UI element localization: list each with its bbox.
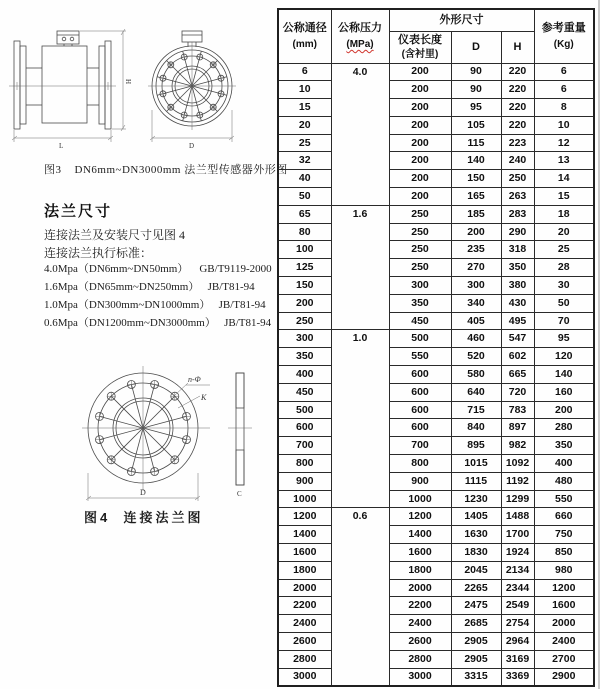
dim-label-l: L xyxy=(59,142,64,150)
cell-weight: 18 xyxy=(534,205,594,223)
sensor-body xyxy=(42,46,87,123)
flange-section-view xyxy=(236,373,244,485)
cell-weight: 20 xyxy=(534,223,594,241)
cell-weight: 750 xyxy=(534,526,594,544)
cell-h: 223 xyxy=(501,134,534,152)
cell-dn: 100 xyxy=(278,241,331,259)
cell-length: 200 xyxy=(389,134,451,152)
dim-label-c: C xyxy=(237,490,242,498)
cell-h: 547 xyxy=(501,330,534,348)
cell-length: 600 xyxy=(389,401,451,419)
standard-item: 4.0Mpa（DN6mm~DN50mm） GB/T9119-2000 xyxy=(44,263,272,275)
table-row xyxy=(278,366,594,384)
cell-h: 263 xyxy=(501,188,534,206)
table-row xyxy=(278,597,594,615)
cell-weight: 1200 xyxy=(534,579,594,597)
cell-weight: 2900 xyxy=(534,668,594,686)
cell-pressure: 0.6 xyxy=(331,508,389,686)
header-pressure-label: 公称压力 xyxy=(338,21,382,34)
cell-dn: 20 xyxy=(278,116,331,134)
cell-length: 1200 xyxy=(389,508,451,526)
header-dimensions: 外形尺寸 xyxy=(389,9,534,31)
cell-d: 1630 xyxy=(451,526,501,544)
header-d: D xyxy=(451,31,501,63)
cell-h: 1488 xyxy=(501,508,534,526)
header-length-line1: 仪表长度 xyxy=(398,33,442,46)
figure4-caption: 图4 连接法兰图 xyxy=(84,510,204,525)
header-length-line2: (含衬里) xyxy=(401,48,439,60)
cell-dn: 1000 xyxy=(278,490,331,508)
cell-length: 200 xyxy=(389,81,451,99)
cell-d: 105 xyxy=(451,116,501,134)
cell-length: 250 xyxy=(389,241,451,259)
cell-d: 2905 xyxy=(451,633,501,651)
cell-h: 2549 xyxy=(501,597,534,615)
header-dn-unit: (mm) xyxy=(292,38,317,50)
cell-h: 2134 xyxy=(501,561,534,579)
cell-length: 500 xyxy=(389,330,451,348)
table-row xyxy=(278,383,594,401)
cell-d: 520 xyxy=(451,348,501,366)
cell-length: 2400 xyxy=(389,615,451,633)
cell-h: 290 xyxy=(501,223,534,241)
cell-weight: 160 xyxy=(534,383,594,401)
cell-weight: 980 xyxy=(534,561,594,579)
figure4-flange-drawing xyxy=(60,333,260,505)
cell-dn: 1200 xyxy=(278,508,331,526)
table-row xyxy=(278,63,594,81)
standard-item: 0.6Mpa（DN1200mm~DN3000mm） JB/T81-94 xyxy=(44,317,272,329)
table-row xyxy=(278,650,594,668)
cell-d: 185 xyxy=(451,205,501,223)
cell-length: 900 xyxy=(389,472,451,490)
cell-h: 982 xyxy=(501,437,534,455)
cell-h: 897 xyxy=(501,419,534,437)
flange-intro: 连接法兰及安装尺寸见图 4 xyxy=(44,228,186,242)
cell-length: 1800 xyxy=(389,561,451,579)
table-row xyxy=(278,401,594,419)
cell-dn: 600 xyxy=(278,419,331,437)
cell-d: 715 xyxy=(451,401,501,419)
cell-d: 95 xyxy=(451,99,501,117)
cell-d: 640 xyxy=(451,383,501,401)
cell-dn: 350 xyxy=(278,348,331,366)
table-row xyxy=(278,579,594,597)
table-row xyxy=(278,330,594,348)
cell-weight: 660 xyxy=(534,508,594,526)
cell-weight: 140 xyxy=(534,366,594,384)
table-row xyxy=(278,668,594,686)
cell-weight: 13 xyxy=(534,152,594,170)
dim-label-n-phi: n-Φ xyxy=(188,375,201,384)
cell-h: 783 xyxy=(501,401,534,419)
cell-weight: 30 xyxy=(534,277,594,295)
cell-h: 495 xyxy=(501,312,534,330)
table-row xyxy=(278,188,594,206)
cell-length: 2800 xyxy=(389,650,451,668)
cell-length: 800 xyxy=(389,455,451,473)
figure3-sensor-drawing xyxy=(4,8,266,158)
cell-d: 1230 xyxy=(451,490,501,508)
table-row xyxy=(278,455,594,473)
cell-dn: 2400 xyxy=(278,615,331,633)
header-weight-label: 参考重量 xyxy=(541,21,586,34)
cell-d: 2475 xyxy=(451,597,501,615)
cell-length: 600 xyxy=(389,419,451,437)
cell-dn: 1400 xyxy=(278,526,331,544)
cell-length: 350 xyxy=(389,294,451,312)
cell-d: 1830 xyxy=(451,544,501,562)
cell-d: 1115 xyxy=(451,472,501,490)
cell-d: 405 xyxy=(451,312,501,330)
flange-standards-list xyxy=(44,260,272,332)
table-row xyxy=(278,615,594,633)
cell-length: 1400 xyxy=(389,526,451,544)
cell-d: 270 xyxy=(451,259,501,277)
table-header xyxy=(278,9,594,63)
cell-weight: 8 xyxy=(534,99,594,117)
cell-weight: 2700 xyxy=(534,650,594,668)
cell-dn: 10 xyxy=(278,81,331,99)
cell-length: 200 xyxy=(389,99,451,117)
cell-length: 700 xyxy=(389,437,451,455)
dim-label-d: D xyxy=(189,142,195,150)
cell-h: 1092 xyxy=(501,455,534,473)
cell-h: 1192 xyxy=(501,472,534,490)
standard-item: 1.0Mpa（DN300mm~DN1000mm） JB/T81-94 xyxy=(44,299,266,311)
cell-d: 340 xyxy=(451,294,501,312)
cell-h: 3169 xyxy=(501,650,534,668)
cell-h: 1700 xyxy=(501,526,534,544)
cell-weight: 120 xyxy=(534,348,594,366)
cell-dn: 1800 xyxy=(278,561,331,579)
cell-d: 2265 xyxy=(451,579,501,597)
cell-d: 3315 xyxy=(451,668,501,686)
cell-dn: 150 xyxy=(278,277,331,295)
cell-weight: 15 xyxy=(534,188,594,206)
cell-length: 550 xyxy=(389,348,451,366)
cell-length: 2600 xyxy=(389,633,451,651)
table-row xyxy=(278,99,594,117)
cell-weight: 200 xyxy=(534,401,594,419)
table-row xyxy=(278,134,594,152)
cell-dn: 6 xyxy=(278,63,331,81)
cell-h: 283 xyxy=(501,205,534,223)
cell-weight: 280 xyxy=(534,419,594,437)
cell-dn: 3000 xyxy=(278,668,331,686)
cell-h: 220 xyxy=(501,81,534,99)
cell-h: 2754 xyxy=(501,615,534,633)
cell-dn: 800 xyxy=(278,455,331,473)
cell-weight: 480 xyxy=(534,472,594,490)
table-row xyxy=(278,419,594,437)
cell-length: 450 xyxy=(389,312,451,330)
cell-h: 1299 xyxy=(501,490,534,508)
cell-pressure: 1.0 xyxy=(331,330,389,508)
cell-d: 580 xyxy=(451,366,501,384)
table-row xyxy=(278,312,594,330)
dim-label-d: D xyxy=(140,488,146,497)
cell-length: 2200 xyxy=(389,597,451,615)
cell-weight: 850 xyxy=(534,544,594,562)
cell-dn: 2800 xyxy=(278,650,331,668)
cell-d: 460 xyxy=(451,330,501,348)
cell-d: 1405 xyxy=(451,508,501,526)
cell-weight: 350 xyxy=(534,437,594,455)
table-row xyxy=(278,437,594,455)
cell-h: 3369 xyxy=(501,668,534,686)
cell-weight: 25 xyxy=(534,241,594,259)
cell-length: 200 xyxy=(389,116,451,134)
header-dn xyxy=(278,9,331,63)
cell-length: 600 xyxy=(389,366,451,384)
cell-dn: 40 xyxy=(278,170,331,188)
cell-weight: 550 xyxy=(534,490,594,508)
cell-pressure: 1.6 xyxy=(331,205,389,330)
cell-h: 2964 xyxy=(501,633,534,651)
cell-d: 90 xyxy=(451,81,501,99)
table-row xyxy=(278,241,594,259)
dim-label-k: K xyxy=(201,393,207,402)
cell-weight: 6 xyxy=(534,63,594,81)
cell-h: 220 xyxy=(501,63,534,81)
cell-length: 250 xyxy=(389,205,451,223)
table-row xyxy=(278,633,594,651)
cell-length: 3000 xyxy=(389,668,451,686)
table-row xyxy=(278,544,594,562)
cell-dn: 2200 xyxy=(278,597,331,615)
cell-d: 2045 xyxy=(451,561,501,579)
cell-h: 220 xyxy=(501,99,534,117)
cell-dn: 250 xyxy=(278,312,331,330)
cell-dn: 900 xyxy=(278,472,331,490)
table-row xyxy=(278,277,594,295)
header-weight-unit: (Kg) xyxy=(553,38,574,50)
cell-d: 840 xyxy=(451,419,501,437)
cell-d: 300 xyxy=(451,277,501,295)
table-row xyxy=(278,561,594,579)
cell-dn: 2600 xyxy=(278,633,331,651)
cell-d: 140 xyxy=(451,152,501,170)
header-dn-label: 公称通径 xyxy=(282,21,327,34)
cell-h: 350 xyxy=(501,259,534,277)
cell-h: 665 xyxy=(501,366,534,384)
cell-h: 250 xyxy=(501,170,534,188)
header-pressure xyxy=(331,9,389,63)
header-weight xyxy=(534,9,594,63)
cell-d: 115 xyxy=(451,134,501,152)
cell-weight: 14 xyxy=(534,170,594,188)
cell-length: 300 xyxy=(389,277,451,295)
cell-dn: 80 xyxy=(278,223,331,241)
cell-dn: 300 xyxy=(278,330,331,348)
converter-box xyxy=(57,31,79,44)
cell-weight: 95 xyxy=(534,330,594,348)
cell-length: 200 xyxy=(389,188,451,206)
cell-d: 2685 xyxy=(451,615,501,633)
table-row xyxy=(278,526,594,544)
cell-h: 720 xyxy=(501,383,534,401)
cell-length: 1000 xyxy=(389,490,451,508)
cell-dn: 1600 xyxy=(278,544,331,562)
cell-h: 220 xyxy=(501,116,534,134)
cell-length: 1600 xyxy=(389,544,451,562)
flange-dimensions-table xyxy=(277,8,595,687)
flange-standard-title: 连接法兰执行标准： xyxy=(44,246,153,260)
cell-weight: 2400 xyxy=(534,633,594,651)
cell-length: 200 xyxy=(389,152,451,170)
cell-length: 200 xyxy=(389,63,451,81)
header-length xyxy=(389,31,451,63)
table-row xyxy=(278,294,594,312)
table-row xyxy=(278,348,594,366)
cell-dn: 400 xyxy=(278,366,331,384)
cell-length: 250 xyxy=(389,259,451,277)
cell-h: 430 xyxy=(501,294,534,312)
header-pressure-unit: (MPa) xyxy=(346,38,374,50)
flange-table-body xyxy=(278,63,594,686)
cell-weight: 1600 xyxy=(534,597,594,615)
cell-h: 380 xyxy=(501,277,534,295)
cell-weight: 2000 xyxy=(534,615,594,633)
cell-dn: 500 xyxy=(278,401,331,419)
cell-d: 2905 xyxy=(451,650,501,668)
dim-label-h: H xyxy=(124,79,132,85)
cell-weight: 400 xyxy=(534,455,594,473)
cell-pressure: 4.0 xyxy=(331,63,389,205)
cell-length: 2000 xyxy=(389,579,451,597)
cell-weight: 10 xyxy=(534,116,594,134)
cell-weight: 12 xyxy=(534,134,594,152)
cell-h: 602 xyxy=(501,348,534,366)
cell-h: 240 xyxy=(501,152,534,170)
cell-length: 600 xyxy=(389,383,451,401)
cell-dn: 2000 xyxy=(278,579,331,597)
cell-weight: 70 xyxy=(534,312,594,330)
table-row xyxy=(278,170,594,188)
cell-length: 200 xyxy=(389,170,451,188)
table-row xyxy=(278,116,594,134)
cell-dn: 50 xyxy=(278,188,331,206)
cell-dn: 450 xyxy=(278,383,331,401)
cell-d: 895 xyxy=(451,437,501,455)
figure3-caption: 图3 DN6mm~DN3000mm 法兰型传感器外形图 xyxy=(44,164,288,176)
cell-length: 250 xyxy=(389,223,451,241)
flange-size-heading: 法兰尺寸 xyxy=(44,203,113,220)
cell-weight: 28 xyxy=(534,259,594,277)
cell-d: 165 xyxy=(451,188,501,206)
cell-weight: 50 xyxy=(534,294,594,312)
table-row xyxy=(278,508,594,526)
cell-d: 235 xyxy=(451,241,501,259)
cell-weight: 6 xyxy=(534,81,594,99)
table-row xyxy=(278,259,594,277)
cell-dn: 200 xyxy=(278,294,331,312)
cell-dn: 65 xyxy=(278,205,331,223)
table-row xyxy=(278,490,594,508)
table-row xyxy=(278,472,594,490)
cell-d: 150 xyxy=(451,170,501,188)
cell-d: 1015 xyxy=(451,455,501,473)
cell-dn: 32 xyxy=(278,152,331,170)
cell-h: 1924 xyxy=(501,544,534,562)
cell-dn: 25 xyxy=(278,134,331,152)
table-row xyxy=(278,81,594,99)
header-h: H xyxy=(501,31,534,63)
cell-d: 90 xyxy=(451,63,501,81)
cell-dn: 125 xyxy=(278,259,331,277)
cell-h: 2344 xyxy=(501,579,534,597)
table-row xyxy=(278,205,594,223)
table-row xyxy=(278,223,594,241)
cell-d: 200 xyxy=(451,223,501,241)
table-row xyxy=(278,152,594,170)
cell-dn: 700 xyxy=(278,437,331,455)
standard-item: 1.6Mpa（DN65mm~DN250mm） JB/T81-94 xyxy=(44,281,255,293)
cell-h: 318 xyxy=(501,241,534,259)
cell-dn: 15 xyxy=(278,99,331,117)
